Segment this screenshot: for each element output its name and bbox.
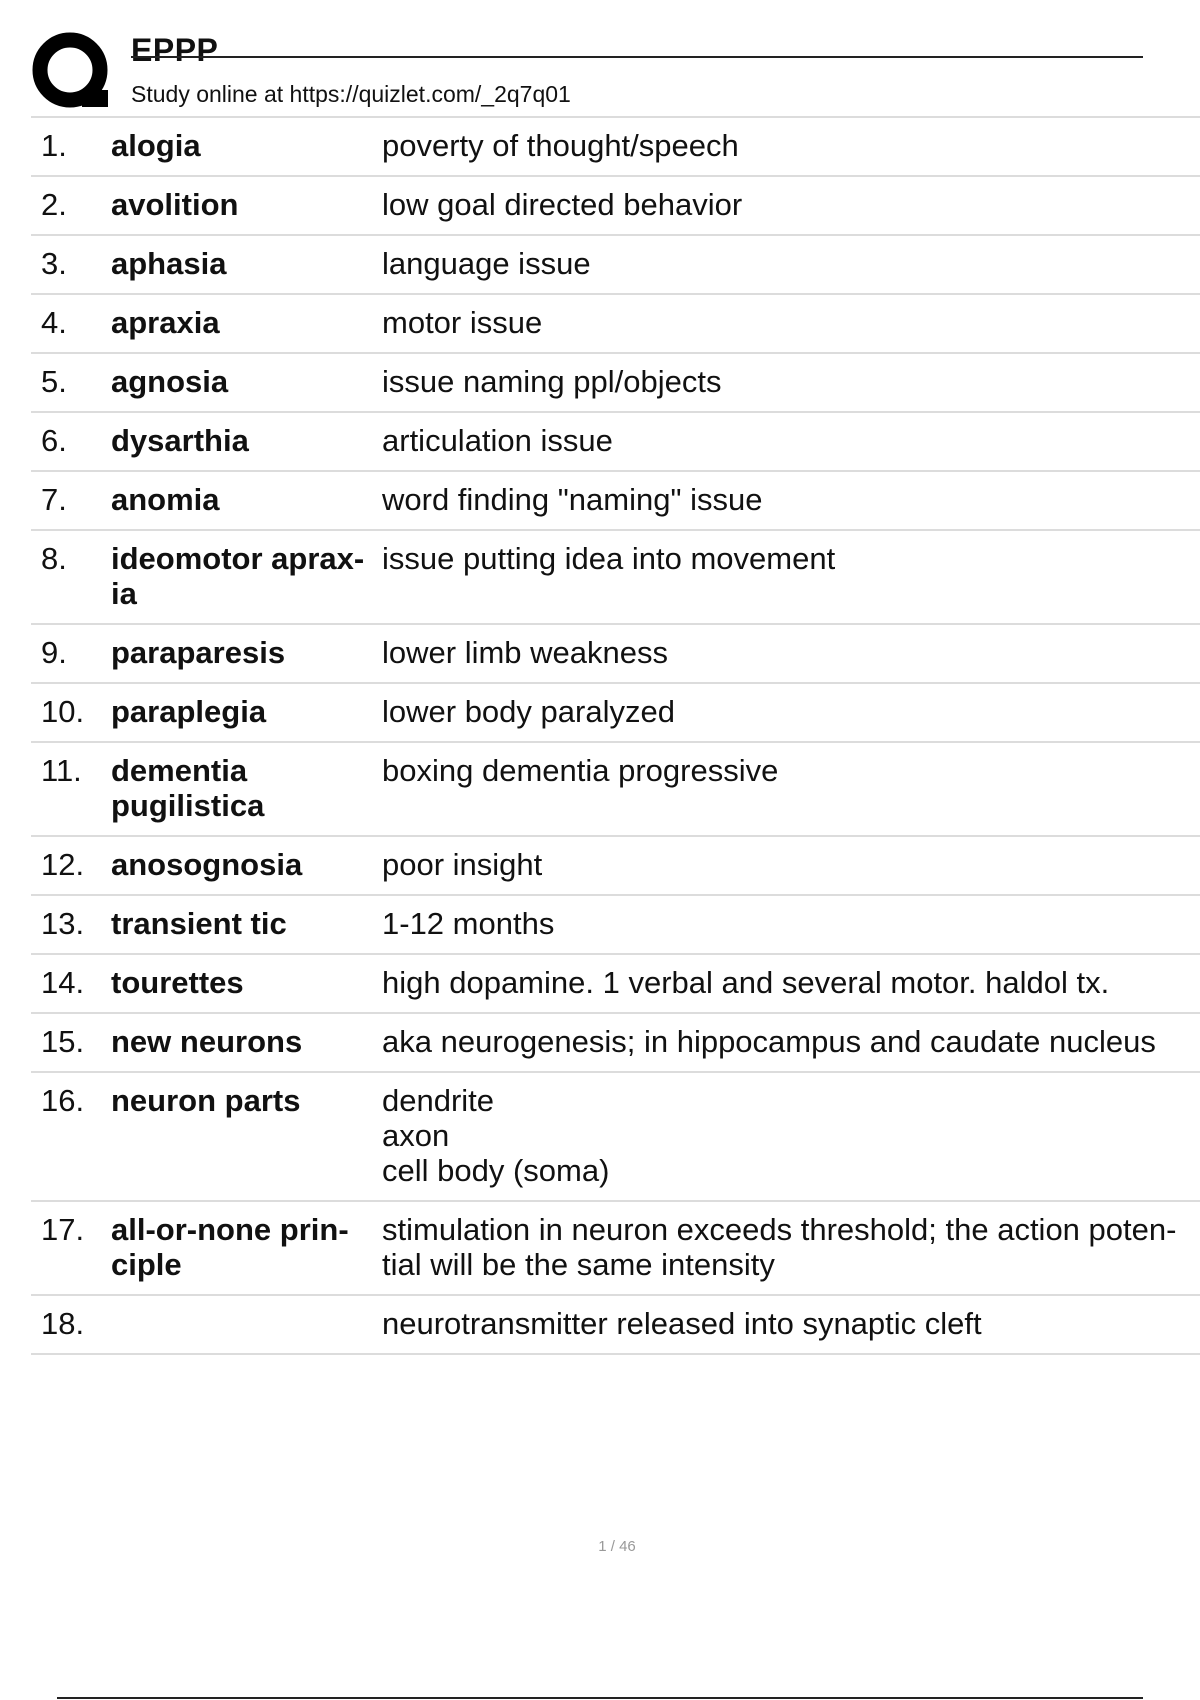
card-term: neuron parts — [111, 1083, 301, 1118]
card-definition: lower body paralyzed — [382, 694, 675, 729]
card-term: avolition — [111, 187, 239, 222]
card-number: 16. — [41, 1083, 85, 1118]
flashcard-row — [31, 1073, 1200, 1202]
card-term: agnosia — [111, 364, 229, 399]
card-definition: low goal directed behavior — [382, 187, 743, 222]
card-definition: aka neurogenesis; in hippocampus and caudate nucleus — [382, 1024, 1156, 1059]
card-term: transient tic — [111, 906, 287, 941]
page-indicator: 1 / 46 — [598, 1538, 636, 1555]
card-definition: neurotransmitter released into synaptic cleft — [382, 1306, 982, 1341]
card-term — [111, 1306, 382, 1341]
card-number: 1. — [41, 128, 67, 163]
flashcard-row — [31, 743, 1200, 837]
card-definition: poverty of thought/speech — [382, 128, 739, 163]
flashcard-row — [31, 472, 1200, 531]
flashcard-row — [31, 413, 1200, 472]
card-number: 11. — [41, 753, 82, 788]
flashcard-row — [31, 625, 1200, 684]
card-definition: articulation issue — [382, 423, 613, 458]
card-number: 4. — [41, 305, 67, 340]
flashcard-row — [31, 955, 1200, 1014]
document-title: EPPP — [131, 32, 219, 68]
card-number: 10. — [41, 694, 85, 729]
flashcard-row — [31, 118, 1200, 177]
card-number: 5. — [41, 364, 67, 399]
card-number: 14. — [41, 965, 85, 1000]
card-definition: lower limb weakness — [382, 635, 668, 670]
card-term: tourettes — [111, 965, 244, 1000]
card-term: all-or-none prin- ciple — [111, 1212, 349, 1282]
card-term: apraxia — [111, 305, 220, 340]
study-online-link[interactable]: Study online at https://quizlet.com/_2q7q01 — [131, 81, 571, 107]
card-definition: poor insight — [382, 847, 543, 882]
flashcard-row — [31, 837, 1200, 896]
flashcard-row — [31, 1014, 1200, 1073]
card-number: 8. — [41, 541, 67, 576]
card-term: paraparesis — [111, 635, 286, 670]
card-number: 13. — [41, 906, 85, 941]
card-number: 9. — [41, 635, 67, 670]
card-number: 2. — [41, 187, 67, 222]
card-term: ideomotor aprax- ia — [111, 541, 365, 611]
card-definition: stimulation in neuron exceeds threshold; the action poten- tial will be the same intensity — [382, 1212, 1177, 1282]
card-term: anosognosia — [111, 847, 303, 882]
card-definition: motor issue — [382, 305, 543, 340]
card-definition: issue putting idea into movement — [382, 541, 836, 576]
flashcard-row — [31, 354, 1200, 413]
flashcard-list — [31, 116, 1200, 1355]
flashcard-row — [31, 1296, 1200, 1355]
card-term: dementia pugilistica — [111, 753, 265, 823]
card-number: 18. — [41, 1306, 85, 1341]
flashcard-row — [31, 236, 1200, 295]
card-number: 6. — [41, 423, 67, 458]
card-number: 17. — [41, 1212, 85, 1247]
document-header — [0, 0, 1200, 118]
card-number: 3. — [41, 246, 67, 281]
header-rule — [131, 56, 1143, 58]
card-definition: 1-12 months — [382, 906, 555, 941]
card-number: 12. — [41, 847, 85, 882]
card-term: anomia — [111, 482, 220, 517]
card-definition: dendrite axon cell body (soma) — [382, 1083, 610, 1188]
card-term: alogia — [111, 128, 201, 163]
card-term: new neurons — [111, 1024, 303, 1059]
card-definition: word finding "naming" issue — [382, 482, 763, 517]
card-term: paraplegia — [111, 694, 267, 729]
card-number: 7. — [41, 482, 67, 517]
flashcard-row — [31, 1202, 1200, 1296]
card-term: dysarthia — [111, 423, 249, 458]
card-number: 15. — [41, 1024, 85, 1059]
quizlet-q-logo-icon — [32, 32, 112, 112]
footer-rule — [57, 1697, 1143, 1699]
flashcard-row — [31, 896, 1200, 955]
flashcard-row — [31, 295, 1200, 354]
flashcard-row — [31, 177, 1200, 236]
card-definition: language issue — [382, 246, 591, 281]
flashcard-row — [31, 531, 1200, 625]
card-definition: high dopamine. 1 verbal and several motor. haldol tx. — [382, 965, 1110, 1000]
card-term: aphasia — [111, 246, 227, 281]
card-definition: issue naming ppl/objects — [382, 364, 722, 399]
card-definition: boxing dementia progressive — [382, 753, 779, 788]
flashcard-row — [31, 684, 1200, 743]
